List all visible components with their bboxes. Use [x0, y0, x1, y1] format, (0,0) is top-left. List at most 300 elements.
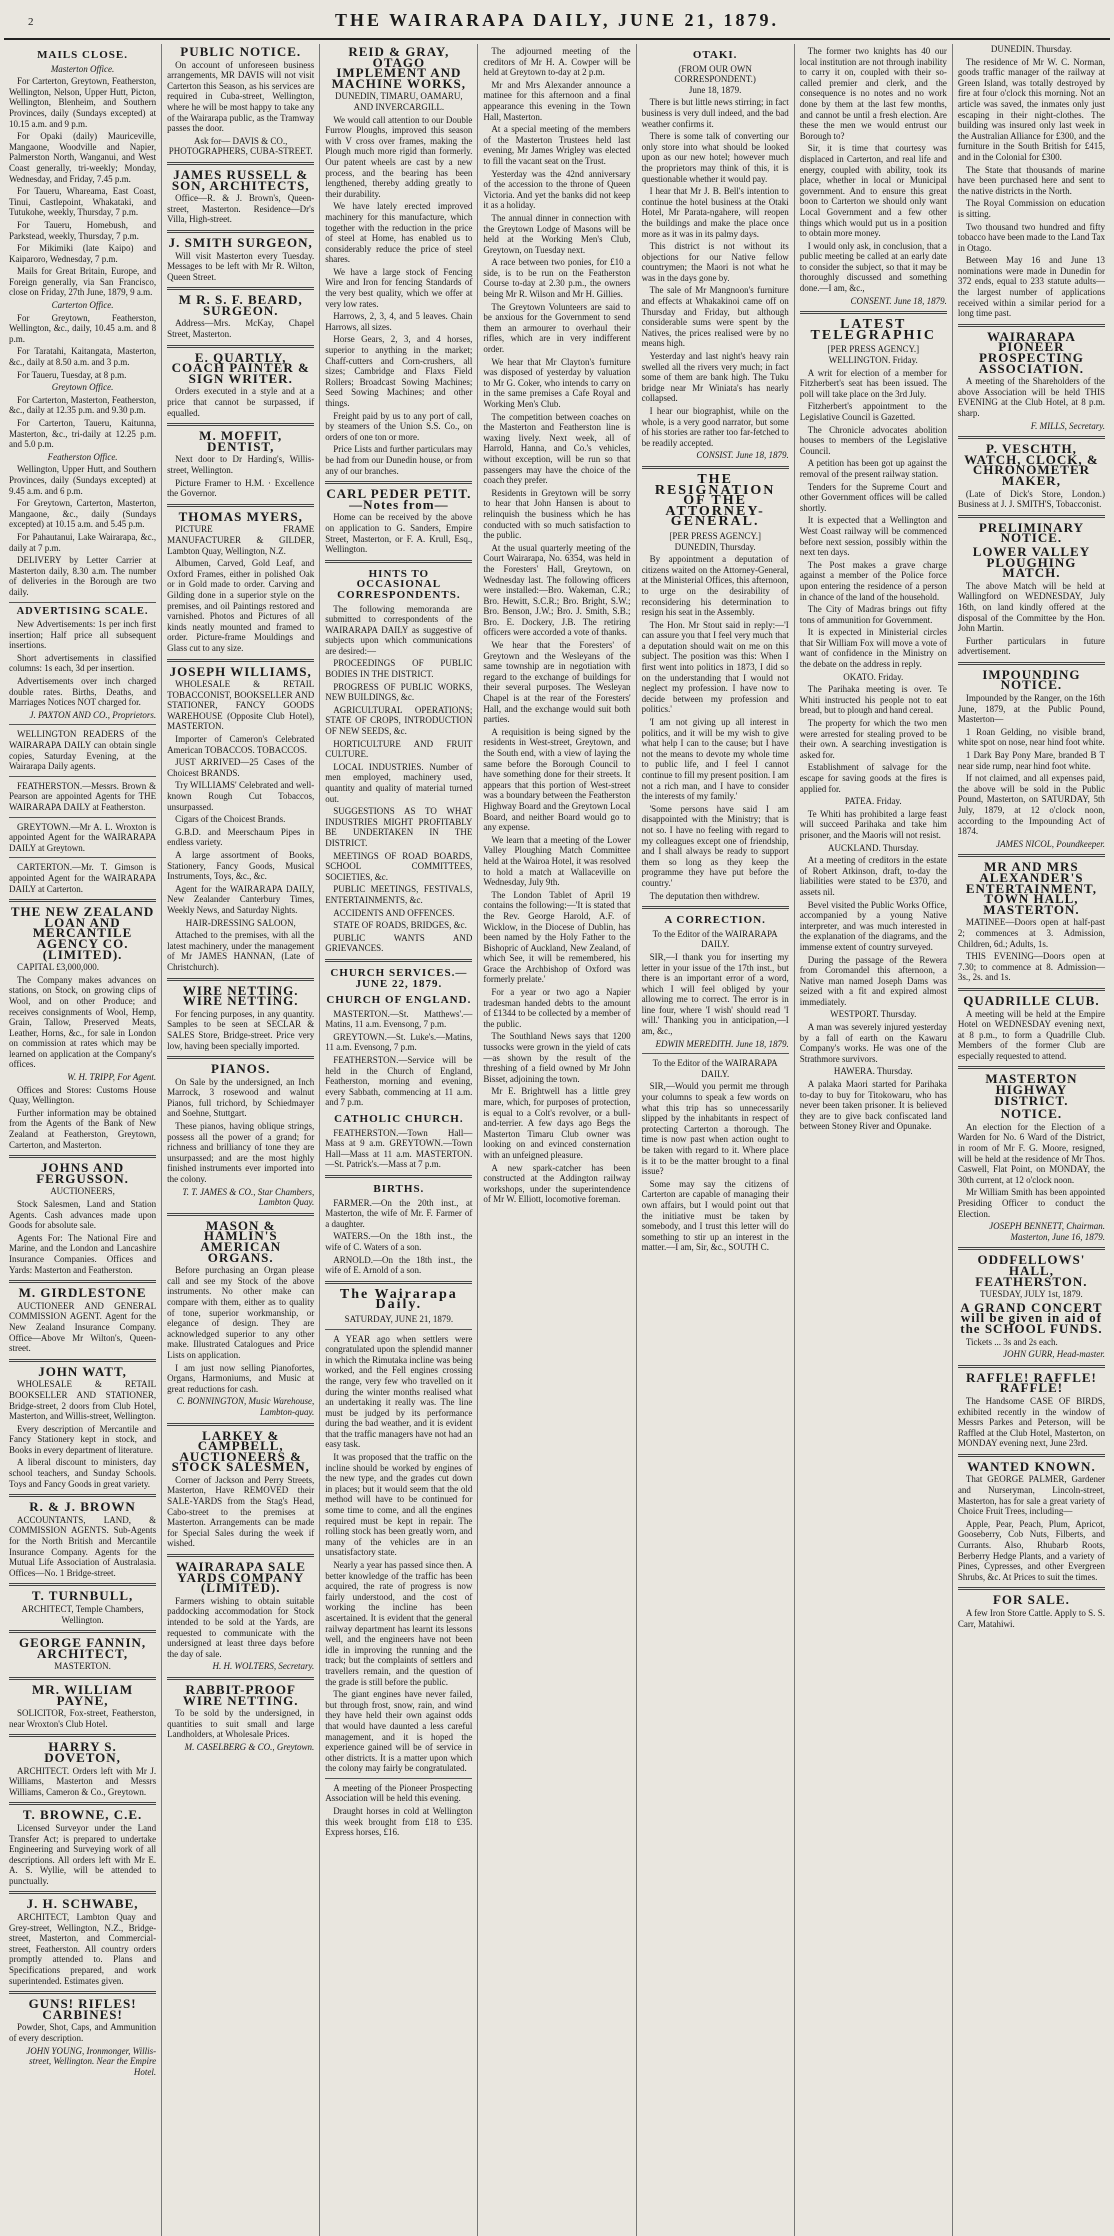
paragraph: Impounded by the Ranger, on the 16th June, 1879, at the Public Pound, Masterton— — [957, 693, 1105, 725]
paragraph: Will visit Masterton every Tuesday. Messages to be left with Mr R. Wilton, Queen Street. — [167, 250, 315, 282]
paragraph: Yesterday was the 42nd anniversary of the accession to the throne of Queen Victoria. And yet the banks did not keep it as a holiday. — [483, 168, 631, 211]
paragraph: Freight paid by us to any port of call, by steamers of the Union S.S. Co., on orders of one ton or more. — [325, 410, 473, 442]
paragraph: The residence of Mr W. C. Norman, goods traffic manager of the railway at Green Island, was totally destroyed by fire at four o'clock this morning. Not an article was saved, the inmates only just escaping in their night-clothes. The building was insured only last week in the Australian Alliance for £300, and the furniture in the South British for £415, and in the Colonial for £300. — [957, 56, 1105, 162]
advertisement-heading: JOHNS AND FERGUSSON. — [36, 1160, 129, 1186]
paragraph: For Carterton, Greytown, Featherston, Wellington, Nelson, Upper Hutt, Picton, Wellington, Blenheim, and Southern Provinces, daily (Sundays excepted) at 10.15 a.m. and 9 p.m. — [9, 76, 157, 129]
paragraph: PICTURE FRAME MANUFACTURER & GILDER, Lambton Quay, Wellington, N.Z. — [167, 524, 315, 556]
centered-line: AUCKLAND. Thursday. — [828, 842, 919, 853]
paragraph: SUGGESTIONS AS TO WHAT INDUSTRIES MIGHT PROFITABLY BE UNDERTAKEN IN THE DISTRICT. — [325, 806, 473, 848]
column-2 — [162, 44, 320, 2236]
paragraph: STATE OF ROADS, BRIDGES, &c. — [333, 920, 467, 931]
advertisement-heading: JOHN WATT, — [38, 1363, 127, 1379]
paragraph: The Royal Commission on education is sitting. — [957, 198, 1105, 219]
paragraph: Mr E. Brightwell has a little grey mare, which, for purposes of protection, is equal to a Colt's revolver, or a bull-and-terrier. A few days ago Begs the Masterton Timaru Club owner was looking on and evinced consternation with an unfeigned pleasure. — [483, 1086, 631, 1160]
column-divider — [958, 324, 1105, 327]
column-divider — [642, 466, 789, 469]
advertisement-heading: R. & J. BROWN — [29, 1499, 136, 1515]
subheading: Masterton Office. — [50, 63, 115, 74]
column-divider — [642, 1053, 789, 1054]
advertisement-heading: GEORGE FANNIN, ARCHITECT, — [18, 1635, 147, 1661]
paragraph: Further particulars in future advertisement. — [957, 635, 1105, 657]
centered-line: AUCTIONEERS, — [50, 1186, 115, 1197]
paragraph: ARNOLD.—On the 18th inst., the wife of E. Arnold of a son. — [325, 1254, 473, 1276]
column-divider — [958, 662, 1105, 665]
advertisement-heading: JAMES RUSSELL & SON, ARCHITECTS, — [171, 166, 310, 193]
paragraph: A meeting will be held at the Empire Hotel on WEDNESDAY evening next, at 8 p.m., to form a Quadrille Club. Members of the former Club are especially requested to attend. — [957, 1008, 1105, 1061]
paragraph: A meeting of the Shareholders of the above Association will be held THIS EVENING at the Club Hotel, at 8 p.m. sharp. — [957, 376, 1105, 418]
paragraph: 1 Dark Bay Pony Mare, branded B T near side rump, near hind foot white. — [957, 750, 1105, 771]
section-heading: BIRTHS. — [373, 1183, 425, 1195]
section-heading: LATEST TELEGRAPHIC — [810, 317, 936, 343]
paragraph: I would only ask, in conclusion, that a public meeting be called at an early date to consider the subject, so that it may be thoroughly discussed and something done.—I am, &c., — [799, 240, 947, 294]
paragraph: SIR,—Would you permit me through your columns to speak a few words on what this trip has so unnecessarily slipped by the inhabitants in respect of protecting Carterton a thorough. The time is now past when action ought to be taken with regard to it. Where place is it to be the matter brought to a final issue? — [641, 1081, 789, 1177]
column-divider — [958, 515, 1105, 518]
centered-line: HAIR-DRESSING SALOON, — [185, 917, 296, 928]
paragraph: FEATHERSTON.—Town Hall—Mass at 9 a.m. GREYTOWN.—Town Hall—Mass at 11 a.m. MASTERTON.—St. Patrick's.—Mass at 7 p.m. — [325, 1127, 473, 1170]
paragraph: Attached to the premises, with all the latest machinery, under the management of Mr JAMES HANNAN, (Late of Christchurch). — [167, 930, 315, 972]
paragraph: Try WILLIAMS' Celebrated and well-known Rough Cut Tobaccos, unsurpassed. — [167, 780, 315, 812]
column-4 — [478, 44, 636, 2236]
column-divider — [167, 978, 314, 981]
column-divider — [9, 1280, 156, 1283]
paragraph: PUBLIC WANTS AND GRIEVANCES. — [325, 932, 473, 954]
paragraph: I hear our biographist, while on the whole, is a very good narrator, but some of his stories are rather too far-fetched to be readily accepted. — [641, 406, 789, 448]
advertisement-heading: PIANOS. — [211, 1061, 271, 1077]
paragraph: The following memoranda are submitted to correspondents of the WAIRARAPA DAILY as suggestive of subjects upon which communications are desired:— — [325, 603, 473, 656]
paragraph: If not claimed, and all expenses paid, the above will be sold in the Public Pound, Masterton, on SATURDAY, 5th July, 1879, at 12 o'clock noon, according to the Impounding Act of 1874. — [957, 773, 1105, 837]
advertisement-heading: PRELIMINARY NOTICE. — [978, 519, 1084, 546]
paragraph: We hear that the Foresters' of Greytown and the Wesleyans of the same township are in negotiation with regard to the exchange of buildings for their several purposes. The Wesleyan Chapel is at the rear of the Foresters' Hall, and the exchange would suit both parties. — [483, 640, 631, 725]
paragraph: 'I am not giving up all interest in politics, and it will be my wish to give what help I can to the cause; but I have not the means to devote my whole time to public life, and I feel I cannot continue to fill my present position. I am not a rich man, and I have to consider the interests of my family.' — [641, 717, 789, 802]
advertisement-heading: NOTICE. — [1000, 1106, 1063, 1122]
paragraph: WHOLESALE & RETAIL TOBACCONIST, BOOKSELLER AND STATIONER, FANCY GOODS WAREHOUSE (Opposite Club Hotel), MASTERTON. — [167, 679, 315, 732]
paragraph: The City of Madras brings out fifty tons of ammunition for Government. — [799, 604, 947, 625]
section-heading: HINTS TO OCCASIONAL CORRESPONDENTS. — [337, 567, 461, 601]
paragraph: We have a large stock of Fencing Wire and Iron for fencing Standards of the very best quality, which we offer at very low rates. — [325, 266, 473, 309]
paragraph: This district is not without its objections for our Native fellow countrymen; the Maori is not what he was in the days gone by. — [641, 241, 789, 283]
paragraph: Horse Gears, 2, 3, and 4 horses, superior to anything in the market; Chaff-cutters and Corn-crushers, all sizes; Cambridge and Flaxs Field Rollers; Broadcast Sowing Machines; Seed Sowing Machines; and other things. — [325, 334, 473, 408]
column-6 — [795, 44, 953, 2236]
column-divider — [9, 1677, 156, 1680]
paragraph: The Greytown Volunteers are said to be anxious for the Government to send them an armourer to overhaul their rifles, which are in very indifferent order. — [483, 301, 631, 355]
paragraph: ACCOUNTANTS, LAND, & COMMISSION AGENTS. Sub-Agents for the North British and Mercantile Insurance Company. Agents for the Mutual Life Association of Australasia. Offices—No. 1 Bridge-street. — [9, 1514, 157, 1578]
centered-line: To the Editor of the WAIRARAPA DAILY. — [652, 928, 778, 950]
column-divider — [9, 1494, 156, 1497]
paragraph: A race between two ponies, for £10 a side, is to be run on the Featherston Course to-day at 2.30 p.m., the owners being Mr R. Wilson and Mr H. Gillies. — [483, 257, 631, 300]
column-divider — [325, 1281, 472, 1284]
paragraph: Further information may be obtained from the Agents of the Bank of New Zealand at Featherston, Greytown, Carterton, and Masterton. — [9, 1107, 157, 1150]
advertisement-heading: QUADRILLE CLUB. — [963, 992, 1100, 1008]
column-divider — [325, 1778, 472, 1779]
paragraph: The Chronicle advocates abolition houses to members of the Legislative Council. — [799, 424, 947, 456]
paragraph: For Taueru, Homebush, and Parkstead, weekly, Thursday, 7 p.m. — [9, 219, 157, 241]
paragraph: We hear that Mr Clayton's furniture was disposed of yesterday by valuation to Mr G. Coker, who intends to carry on in the same premises a Cafe Royal and Working Men's Club. — [483, 356, 631, 409]
centered-line: To the Editor of the WAIRARAPA DAILY. — [652, 1058, 778, 1079]
paragraph: For Mikimiki (late Kaipo) and Kaiparoro, Wednesday, 7 p.m. — [9, 243, 157, 264]
paragraph: MATINEE—Doors open at half-past 2; commences at 3. Admission, Children, 6d.; Adults, 1s. — [957, 917, 1105, 949]
paragraph: During the passage of the Rewera from Coromandel this afternoon, a Native man named Joseph Dams was seized with a fit and expired almost immediately. — [799, 954, 947, 1007]
section-heading: THE RESIGNATION OF THE ATTORNEY-GENERAL. — [654, 471, 776, 530]
advertisement-heading: HARRY S. DOVETON, — [44, 1739, 121, 1765]
paragraph: Licensed Surveyor under the Land Transfer Act; is prepared to undertake Engineering and Surveying work of all descriptions. All orders left with Mr E. A. S. Wyllie, will be attended to punctually. — [9, 1822, 157, 1886]
paragraph: Apple, Pear, Peach, Plum, Apricot, Gooseberry, Cob Nuts, Filberts, and Currants. Also, Rhubarb Roots, Berberry Hedge Plants, and a variety of Pines, Cypresses, and other Evergreen Shrubs, &c. At Prices to suit the times. — [957, 1518, 1105, 1582]
paragraph: The State that thousands of marine have been purchased here and sent to the native districts in the North. — [957, 164, 1105, 196]
paragraph: A new spark-catcher has been constructed at the Addington railway workshops, under the superintendence of Mr W. Elliott, locomotive foreman. — [483, 1162, 631, 1205]
column-divider — [325, 560, 472, 563]
advertisement-heading: PUBLIC NOTICE. — [180, 44, 302, 59]
paragraph: For a year or two ago a Napier tradesman handed debts to the amount of £1344 to be collected by a member of the public. — [483, 987, 631, 1029]
section-heading: CHURCH SERVICES.—JUNE 22, 1879. — [330, 966, 468, 990]
paragraph: The Hon. Mr Stout said in reply:—'I can assure you that I feel very much that a deputation should wait on me on this subject. The position was this: When I first went into politics in 1873, I did so on the understanding that I would not neglect my profession. I have now to decide between my profession and politics.' — [641, 619, 789, 715]
subheading: Greytown Office. — [51, 382, 114, 393]
column-divider — [9, 1734, 156, 1737]
paragraph: FARMER.—On the 20th inst., at Masterton, the wife of Mr. F. Farmer of a daughter. — [325, 1197, 473, 1229]
paragraph: MASTERTON.—St. Matthews'.—Matins, 11 a.m. Evensong, 7 p.m. — [325, 1008, 473, 1030]
paragraph: The deputation then withdrew. — [649, 890, 760, 901]
advertisement-heading: IMPOUNDING NOTICE. — [982, 666, 1081, 693]
section-heading: The Wairarapa Daily. — [339, 1286, 458, 1313]
column-divider — [167, 1677, 314, 1680]
column-divider — [800, 311, 947, 314]
paragraph: A YEAR ago when settlers were congratulated upon the splendid manner in which the Rimutaka incline was being worked, and the Fell engines crossing the range, very few who travelled on it during the winter months realised what an undertaking it really was. The line must be judged by its performance during the bad weather, and it is evident that the traffic managers have not had an easy task. — [325, 1333, 473, 1450]
paragraph: A liberal discount to ministers, day school teachers, and Sunday Schools. Toys and Fancy Goods in great variety. — [9, 1457, 157, 1489]
advertisement-heading: WANTED KNOWN. — [967, 1458, 1096, 1474]
advertisement-heading: T. TURNBULL, — [31, 1588, 134, 1604]
column-divider — [958, 1247, 1105, 1250]
column-divider — [325, 481, 472, 484]
paragraph: It is expected in Ministerial circles that Sir William Fox will move a vote of want of confidence in the Ministry on the debate on the address in reply. — [799, 627, 947, 670]
paragraph: Agent for the WAIRARAPA DAILY, New Zealander Canterbury Times, Weekly News, and Saturday Nights. — [167, 883, 315, 915]
advertisement-heading: WAIRARAPA PIONEER PROSPECTING ASSOCIATION. — [978, 328, 1085, 376]
paragraph: GREYTOWN.—St. Luke's.—Matins, 11 a.m. Evensong, 7 p.m. — [325, 1031, 473, 1053]
paragraph: The Post makes a grave charge against a member of the Police force upon entering the residence of a person in chance of the land of the household. — [799, 559, 947, 602]
paragraph: Tenders for the Supreme Court and other Government offices will be called shortly. — [799, 481, 947, 513]
column-divider — [167, 1056, 314, 1059]
paragraph: HORTICULTURE AND FRUIT CULTURE. — [325, 738, 473, 760]
advertisement-heading: WIRE NETTING. WIRE NETTING. — [182, 982, 299, 1009]
paragraph: It is expected that a Wellington and West Coast railway will be commenced before next session, possibly within the next ten days. — [799, 515, 947, 558]
paragraph: For Greytown, Carterton, Masterton, Mangaone, &c., daily (Sundays excepted) at 10.15 a.m. and 5.45 p.m. — [9, 498, 157, 530]
paragraph: ACCIDENTS AND OFFENCES. — [333, 907, 455, 918]
column-divider — [9, 1891, 156, 1894]
signature-line: JAMES NICOL, Poundkeeper. — [996, 838, 1105, 849]
paragraph: CARTERTON.—Mr. T. Gimson is appointed Agent for the WAIRARAPA DAILY at Carterton. — [9, 862, 157, 894]
paragraph: Address—Mrs. McKay, Chapel Street, Masterton. — [167, 318, 315, 340]
paragraph: For Taratahi, Kaitangata, Masterton, &c., daily at 8.50 a.m. and 3 p.m. — [9, 346, 157, 368]
column-divider — [167, 230, 314, 233]
column-divider — [9, 817, 156, 818]
column-divider — [9, 1155, 156, 1158]
paragraph: On account of unforeseen business arrangements, MR DAVIS will not visit Carterton this Season, as his services are required in Cuba-street, Wellington, where he will be most happy to take any of the Wairarapa public, as the Tramway passes the door. — [167, 59, 315, 134]
column-divider — [958, 854, 1105, 857]
column-divider — [167, 162, 314, 165]
advertisement-heading: MR. WILLIAM PAYNE, — [32, 1681, 134, 1708]
paragraph: GREYTOWN.—Mr A. L. Wroxton is appointed Agent for the WAIRARAPA DAILY at Greytown. — [9, 821, 157, 853]
paragraph: ARCHITECT. Orders left with Mr J. Williams, Masterton and Messrs Williams, Cameron & Co., Greytown. — [9, 1765, 157, 1797]
paragraph: ARCHITECT, Lambton Quay and Grey-street, Wellington, N.Z., Bridge-street, Masterton, and Commercial-street, Featherston. All country orders promptly attended to. Plans and Specifications prepared, and work superintended. Estimates given. — [9, 1912, 157, 1986]
column-divider — [9, 1802, 156, 1805]
paragraph: Office—R. & J. Brown's, Queen-street, Masterton. Residence—Dr's Villa, High-street. — [167, 193, 315, 225]
column-divider — [325, 959, 472, 962]
paragraph: Draught horses in cold at Wellington this week brought from £18 to £35. Express horses, £16. — [325, 1806, 473, 1838]
paragraph: The sale of Mr Mangnoon's furniture and effects at Whakakinoi came off on Thursday and Friday, but although considerable sums were spent by the Natives, the prices realised were by no means high. — [641, 285, 789, 349]
paragraph: The former two knights has 40 our local institution are not through inability to carry it on, coupled with their so-called premier and clerk, and the consequence is no notes and no work done by them at the last few months, and cannot be until a fresh election. Are these the men we would entrust our Borough to? — [799, 46, 947, 141]
signature-line: JOHN YOUNG, Ironmonger, Willis-street, Wellington. Near the Empire Hotel. — [26, 2045, 157, 2077]
column-divider — [9, 1630, 156, 1633]
paragraph: The annual dinner in connection with the Greytown Lodge of Masons will be held at the Working Men's Club, Greytown, on Tuesday next. — [483, 212, 631, 255]
paragraph: On Sale by the undersigned, an Inch Marrock, 3 rosewood and walnut Pianos, full trichord, by Schiedmayer and Soehne, Stuttgart. — [167, 1076, 315, 1119]
paragraph: We have lately erected improved machinery for this manufacture, which together with the reduction in the price of steel at Home, has enabled us to considerably reduce the price of steel shares. — [325, 201, 473, 265]
paragraph: MEETINGS OF ROAD BOARDS, SCHOOL COMMITTEES, SOCIETIES, &c. — [325, 850, 473, 882]
paragraph: SOLICITOR, Fox-street, Featherston, near Wroxton's Club Hotel. — [9, 1708, 157, 1729]
paragraph: Harrows, 2, 3, 4, and 5 leaves. Chain Harrows, all sizes. — [325, 311, 473, 332]
signature-line: CONSIST. June 18, 1879. — [696, 450, 789, 461]
column-divider — [958, 1454, 1105, 1457]
subheading: Featherston Office. — [47, 451, 118, 462]
paragraph: To be sold by the undersigned, in quantities to suit small and large Landholders, at Wholesale Prices. — [167, 1708, 315, 1740]
paragraph: Two thousand two hundred and fifty tobacco have been made to the Land Tax in Otago. — [957, 221, 1105, 253]
paragraph: JUST ARRIVED—25 Cases of the Choicest BRANDS. — [167, 757, 315, 778]
paragraph: Cigars of the Choicest Brands. — [175, 814, 286, 825]
column-divider — [9, 602, 156, 603]
paragraph: For Carterton, Taueru, Kaitunna, Masterton, &c., tri-daily at 12.25 p.m. and 5.0 p.m. — [9, 418, 157, 450]
column-divider — [167, 504, 314, 507]
paragraph: We learn that a meeting of the Lower Valley Ploughing Match Committee held at the Wairoa Hotel, it was resolved to hold a match at Wallaceville on Wednesday, July 9th. — [483, 834, 631, 888]
paragraph: Home can be received by the above on application to G. Sanders, Empire Street, Masterton, or F. A. Krull, Esq., Wellington. — [325, 512, 473, 555]
centered-line: [PER PRESS AGENCY.] — [669, 530, 761, 541]
centered-line: HAWERA. Thursday. — [833, 1066, 913, 1077]
advertisement-heading: MASTERTON HIGHWAY DISTRICT. — [985, 1071, 1078, 1108]
signature-line: F. MILLS, Secretary. — [1030, 420, 1105, 431]
column-divider — [958, 436, 1105, 439]
paragraph: Corner of Jackson and Perry Streets, Masterton, Have REMOVED their SALE-YARDS from the Stag's Head, Cabo-street to the premises at Masterton. Arrangements can be made for Special Sales during the week if wished. — [167, 1474, 315, 1549]
advertisement-heading: ADVERTISING SCALE. — [16, 605, 149, 617]
advertisement-heading: J. SMITH SURGEON, — [168, 234, 313, 250]
advertisement-heading: M. MOFFIT, DENTIST, — [199, 428, 283, 454]
paragraph: A palaka Maori started for Parihaka to-day to buy for Titokowaru, who has never been taken prisoner. It is believed they are to give back confiscated land between Stoney River and Opunake. — [799, 1079, 947, 1132]
paragraph: At a special meeting of the members of the Masterton Trustees held last evening, Mr James Wrigley was elected to fill the vacant seat on the Trust. — [483, 124, 631, 166]
paragraph: Residents in Greytown will be sorry to hear that John Hansen is about to relinquish the business which he has conducted with so much satisfaction to the public. — [483, 487, 631, 541]
paragraph: The Southland News says that 1200 tussocks were grown in the yield of cats—as shown by the result of the threshing of a field owned by Mr John Bisset, adjoining the town. — [483, 1031, 631, 1084]
signature-line: W. H. TRIPP, For Agent. — [67, 1072, 157, 1083]
paragraph: I hear that Mr J. B. Bell's intention to continue the hotel business at the Otaki Hotel, Mr Parata-ngahere, will reopen the buildings and make the place once more as it was in its palmy days. — [641, 186, 789, 239]
paragraph: The above Match will be held at Wallingford on WEDNESDAY, July 16th, on land kindly offered at the disposal of the Committee by the Hon. John Martin. — [957, 580, 1105, 634]
paragraph: Offices and Stores: Customs House Quay, Wellington. — [9, 1084, 157, 1106]
centered-line: DUNEDIN, TIMARU, OAMARU, AND INVERCARGILL. — [335, 91, 463, 112]
page-number: 2 — [28, 16, 34, 28]
column-divider — [958, 988, 1105, 991]
paragraph: For Taueru, Tuesday, at 8 p.m. — [17, 369, 127, 380]
centered-line: WELLINGTON. Friday. — [828, 355, 918, 366]
paragraph: Advertisements over inch charged double rates. Births, Deaths, and Marriages Notices NOT charged for. — [9, 676, 157, 708]
paragraph: Yesterday and last night's heavy rain swelled all the rivers very much; in fact some of them are bank high. The Tuku bridge near Mr Winiata's has nearly collapsed. — [641, 351, 789, 404]
advertisement-heading: P. VESCHTH, WATCH, CLOCK, & CHRONOMETER MAKER, — [964, 441, 1099, 488]
paragraph: Wellington, Upper Hutt, and Southern Provinces, daily (Sundays excepted) at 9.45 a.m. and 6 p.m. — [9, 464, 157, 496]
advertisement-heading: LARKEY & CAMPBELL, AUCTIONEERS & STOCK SALESMEN, — [171, 1427, 310, 1475]
paragraph: Powder, Shot, Caps, and Ammunition of every description. — [9, 2022, 157, 2043]
paragraph: There is some talk of converting our only store into what should be looked upon as our new hotel; however much the proprietors may think of this, it is questionable whether it would pay. — [641, 131, 789, 184]
paragraph: Every description of Mercantile and Fancy Stationery kept in stock, and Books in every department of literature. — [9, 1423, 157, 1455]
column-7 — [953, 44, 1110, 2236]
paragraph: There is but little news stirring; in fact business is very dull indeed, and the bad weather confirms it. — [641, 97, 789, 129]
advertisement-heading: MASON & HAMLIN'S AMERICAN ORGANS. — [200, 1217, 282, 1265]
signature-line: JOSEPH BENNETT, Chairman. Masterton, June 16, 1879. — [989, 1221, 1105, 1242]
paragraph: Farmers wishing to obtain suitable paddocking accommodation for Stock intended to be sold at the Yards, are requested to communicate with the undersigned at least three days before the day of sale. — [167, 1595, 315, 1659]
advertisement-heading: RABBIT-PROOF WIRE NETTING. — [182, 1681, 299, 1708]
paragraph: For Carterton, Masterton, Featherston, &c., daily at 12.35 p.m. and 9.30 p.m. — [9, 394, 157, 416]
paragraph: For Taueru, Whareama, East Coast, Tinui, Castlepoint, Whakataki, and Tutukohe, weekly, Thursday, 7 p.m. — [9, 186, 157, 218]
column-1 — [4, 44, 162, 2236]
paragraph: I am just now selling Pianofortes, Organs, Harmoniums, and Music at great reductions for cash. — [167, 1362, 315, 1394]
paragraph: For Pahautanui, Lake Wairarapa, &c., daily at 7 p.m. — [9, 531, 157, 553]
column-divider — [9, 899, 156, 902]
advertisement-heading: M R. S. F. BEARD, SURGEON. — [178, 292, 303, 318]
centered-line: ARCHITECT, Temple Chambers, Wellington. — [21, 1604, 144, 1625]
signature-line: J. PAXTON AND CO., Proprietors. — [29, 709, 157, 720]
advertisement-heading: THE NEW ZEALAND LOAN AND MERCANTILE AGENCY CO. (LIMITED). — [10, 904, 155, 962]
paragraph: Te Whiti has prohibited a large feast will succeed Parihaka and take him prisoner, and the Maoris will not resist. — [799, 808, 947, 840]
centered-line: TUESDAY, JULY 1st, 1879. — [980, 1289, 1083, 1300]
centered-line: (FROM OUR OWN CORRESPONDENT.) — [674, 63, 756, 85]
centered-line: MASTERTON. — [54, 1661, 111, 1672]
paragraph: Mr and Mrs Alexander announce a matinee for this afternoon and a final appearance this evening in the Town Hall, Masterton. — [483, 79, 631, 122]
signature-line: M. CASELBERG & CO., Greytown. — [184, 1741, 315, 1752]
column-5 — [637, 44, 795, 2236]
paragraph: We would call attention to our Double Furrow Ploughs, improved this season with V cross over frames, making the Plough much more rigid than formerly. Our patent wheels are cast by a new process, and the bearing has been lengthened, thereby adding greatly to their durability. — [325, 114, 473, 199]
paragraph: At the usual quarterly meeting of the Court Wairarapa, No. 6354, was held in the Foresters' Hall, Greytown, on Wednesday last. The following officers were installed:—Bro. Wakeman, C.R.; Bro. Hewitt, S.C.R.; Bro. Bright, S.W.; Bro. Benson, J.W.; Bro. J. Smith, S.B.; Bro. E. Dockery, J.B. The retiring officers were accorded a vote of thanks. — [483, 542, 631, 638]
paragraph: Price Lists and further particulars may be had from our Dunedin house, or from any of our branches. — [325, 444, 473, 476]
paragraph: WATERS.—On the 18th inst., the wife of C. Waters of a son. — [325, 1231, 473, 1252]
column-divider — [642, 906, 789, 909]
paragraph: For fencing purposes, in any quantity. Samples to be seen at SECLAR & SALES Store, Bridge-street. Price very low, having been specially imported. — [167, 1008, 315, 1051]
paragraph: A petition has been got up against the removal of the present railway station. — [799, 458, 947, 479]
column-divider — [167, 1554, 314, 1557]
column-divider — [167, 423, 314, 426]
centered-line: WESTPORT. Thursday. — [830, 1009, 917, 1020]
paragraph: AGRICULTURAL OPERATIONS; STATE OF CROPS, INTRODUCTION OF NEW SEEDS, &c. — [325, 704, 473, 737]
section-heading: MAILS CLOSE. — [37, 49, 128, 61]
advertisement-heading: ODDFELLOWS' HALL, FEATHERSTON. — [975, 1252, 1088, 1289]
paragraph: THIS EVENING—Doors open at 7.30; to commence at 8. Admission—3s., 2s. and 1s. — [957, 951, 1105, 983]
paragraph: PROGRESS OF PUBLIC WORKS, NEW BUILDINGS, &c. — [325, 681, 473, 703]
paragraph: A meeting of the Pioneer Prospecting Association will be held this evening. — [325, 1782, 473, 1804]
paragraph: That GEORGE PALMER, Gardener and Nurseryman, Lincoln-street, Masterton, has for sale a great variety of Choice Fruit Trees, including— — [957, 1474, 1105, 1517]
paragraph: Nearly a year has passed since then. A better knowledge of the traffic has been acquired, the rate of progress is now fairly understood, and the cost of working the incline has been ascertained. It is evident that the general railway department has learnt its lessons well, and the engineers have not been idle in improving the running and the track; but the complaints of settlers and travellers remain, and the question of the grade is still before the public. — [325, 1560, 473, 1687]
advertisement-heading: CARL PEDER PETIT.—Notes from— — [326, 486, 472, 512]
column-divider — [167, 659, 314, 662]
paragraph: These pianos, having oblique strings, possess all the power of a grand; for richness and brilliancy of tone they are unsurpassed; and are the most highly finished instruments ever imported into the colony. — [167, 1121, 315, 1185]
paragraph: 1 Roan Gelding, no visible brand, white spot on nose, near hind foot white. — [957, 726, 1105, 748]
paragraph: SIR,—I thank you for inserting my letter in your issue of the 17th inst., but there is an important error of a word, which I will feel obliged by your allowing me to correct. The error is in line four, where 'I wish' should read 'I will.' Thanking you in anticipation,—I am, &c., — [641, 951, 789, 1037]
subheading: Carterton Office. — [51, 300, 114, 311]
paragraph: For Greytown, Featherston, Wellington, &c., daily, 10.45 a.m. and 8 p.m. — [9, 312, 157, 344]
paragraph: Mr William Smith has been appointed Presiding Officer to conduct the Election. — [957, 1187, 1105, 1219]
paragraph: The London Tablet of April 19 contains the following:—'It is stated that the Rev. George Harold, A.F. of Wicklow, in the Diocese of Dublin, has been named by the Holy Father to the Bishopric of Auckland, New Zealand, of which See, it will be remembered, his Grace the Archbishop of Oxford was formerly prelate.' — [483, 889, 631, 985]
column-divider — [325, 1175, 472, 1178]
paragraph: The giant engines have never failed, but through frost, snow, rain, and wind they have held their own against odds that would have daunted a less careful management, and it is hoped the experience gained will be of service in other districts. It is a matter upon which the colony may fairly be congratulated. — [325, 1689, 473, 1774]
advertisement-heading: LOWER VALLEY PLOUGHING MATCH. — [972, 543, 1091, 581]
advertisement-heading: WAIRARAPA SALE YARDS COMPANY (LIMITED). — [175, 1559, 306, 1596]
paragraph: G.B.D. and Meerschaum Pipes in endless variety. — [167, 826, 315, 848]
paragraph: (Late of Dick's Store, London.) Business at J. J. SMITH'S, Tobacconist. — [957, 488, 1105, 510]
paragraph: At a meeting of creditors in the estate of Robert Atkinson, draft, to-day the liabilities were stated to be £370, and assets nil. — [799, 855, 947, 897]
paragraph: For Opaki (daily) Mauriceville, Mangaone, Woodville and Napier, Palmerston North, Wanganui, and West Coast generally, tri-weekly; Monday, Wednesday, and Friday, 7.45 p.m. — [9, 131, 157, 184]
centered-line: [PER PRESS AGENCY.] — [827, 344, 920, 355]
paragraph: It was proposed that the traffic on the incline should be worked by engines of the new type, and the grades cut down in places; but it would seem that the old method will have to be continued for some time to come, and all the engines required must be kept in repair. The rolling stock has been greatly worn, and many of the vehicles are in an unsatisfactory state. — [325, 1452, 473, 1558]
signature-line: T. T. JAMES & CO., Star Chambers, Lambton Quay. — [182, 1186, 315, 1208]
column-divider — [958, 1066, 1105, 1069]
paragraph: Tickets ... 3s and 2s each. — [965, 1336, 1058, 1347]
paragraph: WELLINGTON READERS of the WAIRARAPA DAILY can obtain single copies, Saturday Evening, at the Wairarapa Daily agents. — [9, 729, 157, 772]
centered-line: DUNEDIN. Thursday. — [990, 44, 1072, 54]
section-heading: CHURCH OF ENGLAND. — [326, 994, 472, 1007]
advertisement-heading: REID & GRAY, OTAGO IMPLEMENT AND MACHINE WORKS, — [331, 44, 467, 91]
column-divider — [167, 1423, 314, 1426]
paragraph: The adjourned meeting of the creditors of Mr H. A. Cowper will be held at Greytown to-day at 2 p.m. — [483, 46, 631, 78]
newspaper-title: THE WAIRARAPA DAILY, JUNE 21, 1879. — [334, 10, 780, 30]
paragraph: By appointment a deputation of citizens waited on the Attorney-General, at the Ministerial Offices, this afternoon, to urge on the desirability of reconsidering his determination to resign his seat in the Assembly. — [641, 554, 789, 618]
signature-line: C. BONNINGTON, Music Warehouse, Lambton-quay. — [176, 1396, 315, 1417]
column-divider — [9, 857, 156, 858]
paragraph: FEATHERSTON.—Service will be held in the Church of England, Featherston, morning and evening, every Sabbath, commencing at 11 a.m. and 7 p.m. — [325, 1055, 473, 1108]
paragraph: 'Some persons have said I am disappointed with the Ministry; that is not so. I have no feeling with regard to my colleagues except one of friendship, and I shall always be ready to support them so long as they keep the programme they have put before the country.' — [641, 803, 789, 888]
advertisement-heading: A GRAND CONCERT will be given in aid of the SCHOOL FUNDS. — [960, 1299, 1103, 1336]
paragraph: Orders executed in a style and at a price that cannot be surpassed, if equalled. — [167, 386, 315, 418]
paragraph: A writ for election of a member for Fitzherbert's seat has been issued. The poll will take place on the 3rd July. — [799, 367, 947, 399]
advertisement-heading: M. GIRDLESTONE — [18, 1285, 147, 1301]
paragraph: Next door to Dr Harding's, Willis-street, Wellington. — [167, 454, 315, 475]
signature-line: JOHN GURR, Head-master. — [1003, 1349, 1105, 1360]
paragraph: Establishment of salvage for the escape for saving goods at the fires is applied for. — [799, 762, 947, 794]
paragraph: A large assortment of Books, Stationery, Fancy Goods, Musical Instruments, Toys, &c., &c. — [167, 850, 315, 882]
paragraph: New Advertisements: 1s per inch first insertion; Half price all subsequent insertions. — [9, 619, 157, 651]
paragraph: Importer of Cameron's Celebrated American TOBACCOS. TOBACCOS. — [167, 734, 315, 755]
advertisement-heading: FOR SALE. — [992, 1592, 1070, 1608]
paragraph: Fitzherbert's appointment to the Legislative Council is Gazetted. — [799, 401, 947, 422]
centered-line: PATEA. Friday. — [844, 796, 902, 807]
paragraph: PUBLIC MEETINGS, FESTIVALS, ENTERTAINMENTS, &c. — [325, 884, 473, 905]
advertisement-heading: GUNS! RIFLES! CARBINES! — [28, 1996, 137, 2022]
paragraph: Albumen, Carved, Gold Leaf, and Oxford Frames, either in polished Oak or in Gold made to order. Carving and Gilding done in a superior style on the premises, and oil Paintings restored and varnished. Photos and Pictures of all kinds neatly mounted and framed to order. Picture-frame Mouldings and Glass cut to any size. — [167, 558, 315, 653]
advertisement-heading: E. QUARTLY, COACH PAINTER & SIGN WRITER. — [171, 349, 310, 386]
paragraph: AUCTIONEER AND GENERAL COMMISSION AGENT. Agent for the New Zealand Insurance Company. Office—Above Mr Wilton's, Queen-street. — [9, 1300, 157, 1354]
column-divider — [325, 1329, 472, 1330]
paragraph: Before purchasing an Organ please call and see my Stock of the above instruments. No other make can compare with them, either as to quality of tone, superior workmanship, or elegance of design. They are acknowledged superior to any other make. Illustrated Catalogues and Price Lists on application. — [167, 1265, 315, 1360]
paragraph: Bevel visited the Public Works Office, accompanied by a young Native interpreter, and was much interested in the explanation of the diagrams, and the immense extent of country surveyed. — [799, 899, 947, 952]
paragraph: An election for the Election of a Warden for No. 6 Ward of the District, in room of Mr F. G. Moore, resigned, will be held at the residence of Mr Thos. Caswell, Flat Point, on MONDAY, the 30th current, at 12 o'clock noon. — [957, 1121, 1105, 1185]
paragraph: Stock Salesmen, Land and Station Agents. Cash advances made upon Goods for absolute sale. — [9, 1199, 157, 1231]
paragraph: Some may say the citizens of Carterton are capable of managing their own affairs, but I would point out that the initiative must be taken by somebody, and I trust this letter will do something to stir up an interest in the matter.—I am, Sir, &c., SOUTH C. — [641, 1178, 789, 1253]
advertisement-heading: THOMAS MYERS, — [178, 508, 303, 524]
section-heading: OTAKI. — [692, 49, 738, 61]
column-divider — [167, 1213, 314, 1216]
column-divider — [167, 287, 314, 290]
column-divider — [167, 345, 314, 348]
centered-line: OKATO. Friday. — [843, 671, 904, 682]
paragraph: Agents For: The National Fire and Marine, and the London and Lancashire Insurance Companies. Offices and Yards: Masterton and Featherston. — [9, 1232, 157, 1275]
masthead — [4, 4, 1110, 40]
paragraph: Sir, it is time that courtesy was displaced in Carterton, and real life and energy, coupled with ability, took its place, whether in local or Municipal government. And to ensure this great boon to Carterton we should only want Local Government and a few other things which would put us in a position to obtain more money. — [799, 143, 947, 239]
column-divider — [958, 1587, 1105, 1590]
paragraph: Mails for Great Britain, Europe, and Foreign generally, via San Francisco, close on Friday, 27th June, 1879, 9 a.m. — [9, 266, 157, 298]
paragraph: FEATHERSTON.—Messrs. Brown & Pearson are appointed Agents for THE WAIRARAPA DAILY at Featherston. — [9, 780, 157, 812]
paragraph: The Handsome CASE OF BIRDS, exhibited recently in the window of Messrs Parkes and Peterson, will be Raffled at the Club Hotel, Masterton, on MONDAY evening next, June 23rd. — [957, 1395, 1105, 1449]
advertisement-heading: JOSEPH WILLIAMS, — [169, 663, 312, 679]
advertisement-heading: J. H. SCHWABE, — [26, 1896, 139, 1912]
paragraph: A few Iron Store Cattle. Apply to S. S. Carr, Matahiwi. — [957, 1608, 1105, 1629]
centered-line: DUNEDIN, Thursday. — [674, 541, 756, 552]
paragraph: WHOLESALE & RETAIL BOOKSELLER AND STATIONER, Bridge-street, 2 doors from Club Hotel, Masterton, and Willis-street, Wellington. — [9, 1379, 157, 1422]
